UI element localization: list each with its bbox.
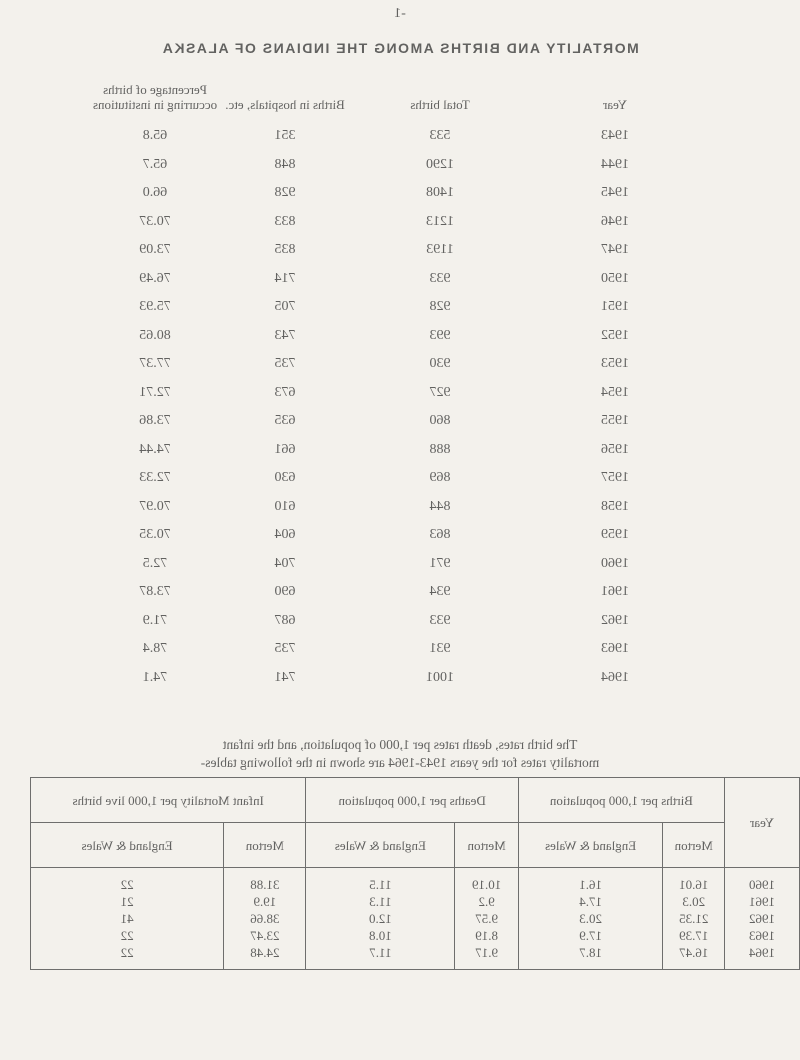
rates-table-sub-header (31, 823, 800, 868)
paragraph-line: The birth rates, death rates per 1,000 of population, and the infant (222, 737, 578, 752)
percentage-cell: 70.97 (139, 498, 171, 514)
table-row (90, 236, 700, 265)
hospital-births-cell: 351 (274, 128, 296, 144)
total-births-cell: 1213 (426, 213, 454, 229)
year-cell: 1946 (601, 213, 629, 229)
hospital-births-cell: 835 (274, 242, 296, 258)
percentage-cell: 76.49 (139, 270, 171, 286)
table-row (31, 927, 800, 944)
births-ew-cell: 17.4 (518, 893, 663, 910)
percentage-cell: 66.0 (142, 185, 168, 201)
year-cell: 1960 (601, 555, 629, 571)
percentage-cell: 78.4 (142, 641, 168, 657)
births-table-header (90, 82, 700, 122)
header-england-wales: England & Wales (31, 823, 224, 868)
total-births-cell: 1001 (426, 669, 454, 685)
table-row (90, 122, 700, 151)
table-row (90, 635, 700, 664)
table-row (90, 179, 700, 208)
year-cell: 1955 (601, 413, 629, 429)
infant-ew-cell: 22 (31, 944, 224, 970)
total-births-cell: 934 (429, 584, 451, 600)
year-cell: 1961 (601, 584, 629, 600)
year-cell: 1962 (725, 910, 800, 927)
hospital-births-cell: 687 (274, 612, 296, 628)
table-row (90, 322, 700, 351)
percentage-cell: 73.86 (139, 413, 171, 429)
births-ew-cell: 17.9 (518, 927, 663, 944)
deaths-merton-cell: 8.19 (455, 927, 518, 944)
table-row (90, 464, 700, 493)
deaths-ew-cell: 11.3 (306, 893, 455, 910)
year-cell: 1961 (725, 893, 800, 910)
total-births-cell: 993 (429, 327, 451, 343)
header-year: Year (725, 778, 800, 868)
year-cell: 1947 (601, 242, 629, 258)
percentage-cell: 65.7 (142, 156, 168, 172)
table-row (90, 521, 700, 550)
percentage-cell: 80.65 (139, 327, 171, 343)
infant-ew-cell: 22 (31, 927, 224, 944)
year-cell: 1954 (601, 384, 629, 400)
total-births-cell: 971 (429, 555, 451, 571)
deaths-merton-cell: 9.57 (455, 910, 518, 927)
hospital-births-cell: 735 (274, 356, 296, 372)
header-england-wales: England & Wales (518, 823, 663, 868)
hospital-births-cell: 673 (274, 384, 296, 400)
percentage-cell: 72.33 (139, 470, 171, 486)
table-row (31, 868, 800, 894)
year-cell: 1952 (601, 327, 629, 343)
table-row (90, 493, 700, 522)
percentage-cell: 75.93 (139, 299, 171, 315)
year-cell: 1944 (601, 156, 629, 172)
year-cell: 1943 (601, 128, 629, 144)
deaths-ew-cell: 11.5 (306, 868, 455, 894)
deaths-ew-cell: 12.0 (306, 910, 455, 927)
percentage-cell: 73.09 (139, 242, 171, 258)
year-cell: 1962 (601, 612, 629, 628)
infant-ew-cell: 22 (31, 868, 224, 894)
percentage-cell: 70.35 (139, 527, 171, 543)
hospital-births-cell: 735 (274, 641, 296, 657)
hospital-births-cell: 705 (274, 299, 296, 315)
total-births-cell: 933 (429, 270, 451, 286)
percentage-cell: 74.44 (139, 441, 171, 457)
hospital-births-cell: 604 (274, 527, 296, 543)
births-merton-cell: 21.35 (663, 910, 725, 927)
header-deaths-group: Deaths per 1,000 population (306, 778, 518, 823)
table-row (90, 436, 700, 465)
header-births-group: Births per 1,000 population (518, 778, 724, 823)
infant-merton-cell: 19.9 (224, 893, 306, 910)
hospital-births-cell: 928 (274, 185, 296, 201)
deaths-merton-cell: 10.19 (455, 868, 518, 894)
hospital-births-cell: 741 (274, 669, 296, 685)
total-births-cell: 1290 (426, 156, 454, 172)
births-table (90, 82, 700, 692)
page-title: MORTALITY AND BIRTHS AMONG THE INDIANS OF ALASKA (161, 40, 639, 56)
rates-table (30, 777, 800, 970)
births-ew-cell: 16.1 (518, 868, 663, 894)
year-cell: 1963 (725, 927, 800, 944)
year-cell: 1945 (601, 185, 629, 201)
total-births-cell: 860 (429, 413, 451, 429)
year-cell: 1964 (601, 669, 629, 685)
paragraph-line: mortality rates for the years 1943-1964 are shown in the following tables- (200, 755, 600, 770)
deaths-ew-cell: 11.7 (306, 944, 455, 970)
year-cell: 1959 (601, 527, 629, 543)
header-year: Year (603, 97, 627, 112)
total-births-cell: 533 (429, 128, 451, 144)
deaths-merton-cell: 9.2 (455, 893, 518, 910)
infant-merton-cell: 38.66 (224, 910, 306, 927)
deaths-merton-cell: 9.17 (455, 944, 518, 970)
percentage-cell: 74.1 (142, 669, 168, 685)
births-merton-cell: 17.39 (663, 927, 725, 944)
table-row (90, 379, 700, 408)
hospital-births-cell: 704 (274, 555, 296, 571)
year-cell: 1950 (601, 270, 629, 286)
rates-table-group-header (31, 778, 800, 823)
year-cell: 1953 (601, 356, 629, 372)
header-infant-group: Infant Mortality per 1,000 live births (31, 778, 306, 823)
births-ew-cell: 18.7 (518, 944, 663, 970)
header-england-wales: England & Wales (306, 823, 455, 868)
infant-ew-cell: 41 (31, 910, 224, 927)
total-births-cell: 931 (429, 641, 451, 657)
table-row (90, 664, 700, 693)
hospital-births-cell: 635 (274, 413, 296, 429)
table-row (90, 265, 700, 294)
percentage-cell: 72.5 (142, 555, 168, 571)
births-merton-cell: 20.3 (663, 893, 725, 910)
total-births-cell: 869 (429, 470, 451, 486)
table-row (31, 893, 800, 910)
year-cell: 1963 (601, 641, 629, 657)
hospital-births-cell: 630 (274, 470, 296, 486)
percentage-cell: 77.37 (139, 356, 171, 372)
table-row (90, 208, 700, 237)
deaths-ew-cell: 10.8 (306, 927, 455, 944)
percentage-cell: 65.8 (142, 128, 168, 144)
percentage-cell: 70.37 (139, 213, 171, 229)
total-births-cell: 933 (429, 612, 451, 628)
year-cell: 1957 (601, 470, 629, 486)
table-row (90, 550, 700, 579)
year-cell: 1951 (601, 299, 629, 315)
page-number: -1 (394, 6, 406, 21)
hospital-births-cell: 743 (274, 327, 296, 343)
table-row (90, 293, 700, 322)
table-row (90, 407, 700, 436)
hospital-births-cell: 661 (274, 441, 296, 457)
table-row (31, 944, 800, 970)
header-merton: Merton (455, 823, 518, 868)
table-row (90, 607, 700, 636)
header-births-hospitals: Births in hospitals, etc. (225, 97, 345, 112)
infant-merton-cell: 31.88 (224, 868, 306, 894)
total-births-cell: 1408 (426, 185, 454, 201)
total-births-cell: 863 (429, 527, 451, 543)
births-merton-cell: 16.47 (663, 944, 725, 970)
percentage-cell: 73.87 (139, 584, 171, 600)
hospital-births-cell: 690 (274, 584, 296, 600)
hospital-births-cell: 848 (274, 156, 296, 172)
table-row (90, 151, 700, 180)
year-cell: 1956 (601, 441, 629, 457)
total-births-cell: 844 (429, 498, 451, 514)
table-row (90, 350, 700, 379)
total-births-cell: 930 (429, 356, 451, 372)
births-ew-cell: 20.3 (518, 910, 663, 927)
year-cell: 1964 (725, 944, 800, 970)
year-cell: 1958 (601, 498, 629, 514)
header-total-births: Total births (410, 97, 470, 112)
hospital-births-cell: 610 (274, 498, 296, 514)
infant-ew-cell: 21 (31, 893, 224, 910)
table-row (90, 578, 700, 607)
header-merton: Merton (663, 823, 725, 868)
percentage-cell: 71.9 (142, 612, 168, 628)
total-births-cell: 888 (429, 441, 451, 457)
total-births-cell: 1193 (426, 242, 454, 258)
hospital-births-cell: 833 (274, 213, 296, 229)
header-merton: Merton (224, 823, 306, 868)
infant-merton-cell: 23.47 (224, 927, 306, 944)
table-row (31, 910, 800, 927)
infant-merton-cell: 24.48 (224, 944, 306, 970)
header-percentage: Percentage of births occurring in institutions (92, 82, 218, 112)
births-merton-cell: 16.01 (663, 868, 725, 894)
total-births-cell: 928 (429, 299, 451, 315)
total-births-cell: 927 (429, 384, 451, 400)
rates-paragraph (0, 736, 800, 772)
hospital-births-cell: 714 (274, 270, 296, 286)
percentage-cell: 72.71 (139, 384, 171, 400)
year-cell: 1960 (725, 868, 800, 894)
